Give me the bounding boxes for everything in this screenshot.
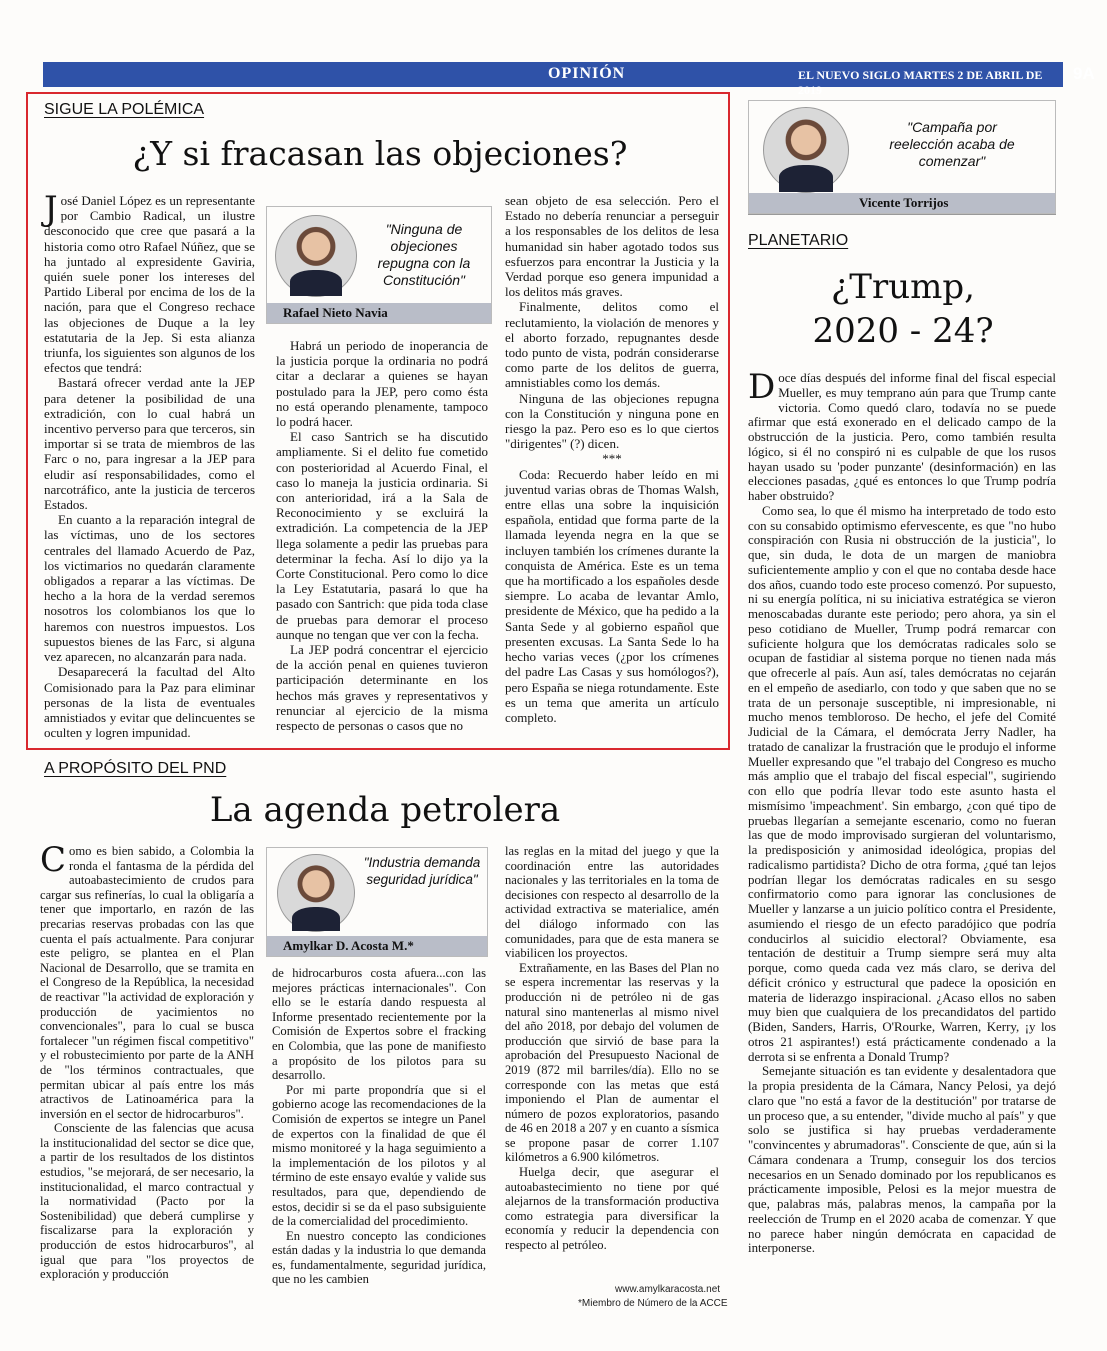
article1-kicker: SIGUE LA POLÉMICA	[44, 101, 205, 118]
dropcap: J	[44, 189, 58, 229]
author-website: www.amylkaracosta.net	[615, 1284, 721, 1295]
pull-quote: "Campaña por reelección acaba de comenzar"	[889, 119, 1015, 169]
author-name: Vicente Torrijos	[749, 193, 1055, 213]
article2-column-2: de hidrocarburos costa afuera...con las mejores prácticas internacionales". Con ello se le estaría dando respuesta al Informe presentado recientemente por la Comisión de Expertos sobre el fracking en Colombia, que las pone de manifiesto a propósito de los pilotos para su desarrollo. Por mi parte propondría que si el gobierno acoge las recomendaciones de la Comisión de expertos se integre un Panel de expertos con la finalidad de que él mismo monitoreé y la haga seguimiento a la implementación de los pilotos y al término de este ensayo evalúe y valide sus resultados, para que, dependiendo de estos, decidir si se da el paso subsiguiente de la comercialidad del procedimiento. En nuestro concepto las condiciones están dadas y la industria lo que demanda es, fundamentalmente, seguridad jurídica, que no les cambien	[272, 966, 486, 1287]
author-photo	[275, 215, 357, 297]
article3-kicker: PLANETARIO	[748, 232, 849, 249]
page-header	[43, 62, 1095, 97]
section-title: OPINIÓN	[548, 65, 626, 82]
author-box	[266, 206, 492, 324]
author-photo	[277, 854, 355, 932]
publication-date: EL NUEVO SIGLO MARTES 2 DE ABRIL DE 2019	[798, 68, 1043, 97]
article2-kicker: A PROPÓSITO DEL PND	[44, 760, 227, 777]
article1-column-1: José Daniel López es un representante por Cambio Radical, un ilustre desconocido que cree que pasará a la historia como otro Rafael Núñez, que se ha juntado al expresidente Gaviria, quién suele poner los intereses del Partido Liberal por encima de los de la nación, para que el Congreso rechace las objeciones de Duque a la ley estatutaria de la Jep. Si esta alianza triunfa, los siguientes son algunos de los efectos que tendrá: Bastará ofrecer verdad ante la JEP para detener la posibilidad de una extradición, con lo cual habrá un incentivo perverso para que terceros, sin importar si se trata de miembros de las Farc o no, para ingresar a la JEP para eludir así responsabilidades, como el narcotráfico, ante la justicia de terceros Estados. En cuanto a la reparación integral de las víctimas, uno de los sectores centrales del llamado Acuerdo de Paz, los victimarios no quedarán claramente obligados a reparar a las víctimas. De hecho a la hora de la verdad seremos nosotros los colombianos los que lo haremos con nuestros impuestos. Los supuestos bienes de las Farc, si alguna vez aparecen, no alcanzarán para nada. Desaparecerá la facultad del Alto Comisionado para la Paz para eliminar personas de la lista de eventuales amnistiados y evitar que delincuentes se oculten y logren impunidad.	[44, 189, 255, 741]
author-footnote: *Miembro de Número de la ACCE	[578, 1298, 728, 1309]
article1-column-2: Habrá un periodo de inoperancia de la justicia porque la ordinaria no podrá citar a declarar a quienes se hayan postulado para la JEP, pero como ésta no está operando plenamente, tampoco lo podrá hacer. El caso Santrich se ha discutido ampliamente. Si el delito fue cometido con posterioridad al Acuerdo Final, el caso lo maneja la justicia ordinaria. Si con anterioridad, irá a la Sala de Reconocimiento y se excluirá la extradición. La competencia de la JEP llega solamente a pedir las pruebas para determinar la fecha. Así lo dijo ya la Corte Constitucional. Pero como lo dice la Ley Estatutaria, pasará lo que ha pasado con Santrich: que pida toda clase de pruebas para demorar el proceso aunque no tengan que ver con la fecha. La JEP podrá concentrar el ejercicio de la acción penal en quienes tuvieron participación determinante en los hechos más graves y representativos y renunciar al ejercicio de la misma respecto de personas o casos que no	[276, 338, 488, 734]
article2-headline: La agenda petrolera	[209, 790, 561, 830]
author-name: Amylkar D. Acosta M.*	[267, 936, 487, 956]
author-box	[266, 847, 488, 957]
dropcap: D	[748, 367, 776, 407]
author-photo	[763, 107, 849, 193]
author-box	[748, 100, 1056, 214]
article2-column-1: Como es bien sabido, a Colombia la ronda el fantasma de la pérdida del autoabastecimiento de crudos para cargar sus refinerías, lo cual la obligaría a tener que importarlo, en razón de las precarias reservas probadas con las que cuenta el país actualmente. Para conjurar este peligro, se plantea en el Plan Nacional de Desarrollo, que se tramita en el Congreso de la República, la necesidad de reactivar "la actividad de exploración y producción de yacimientos no convencionales", para lo cual se busca fortalecer "un régimen fiscal competitivo" y el robustecimiento por parte de la ANH de "los términos contractuales, que permitan ubicar al país entre los más atractivos de Latinoamérica para la inversión en el sector de hidrocarburos". Consciente de las falencias que acusa la institucionalidad del sector se dice que, a partir de los resultados de los distintos estudios, "se mejorará, de ser necesario, la institucionalidad, el marco contractual y la normatividad (Pacto por la Sostenibilidad) que deberá cumplirse y fiscalizarse para la exploración y producción de estos hidrocarburos", al igual que para "los proyectos de exploración y producción	[40, 840, 254, 1282]
author-name: Rafael Nieto Navia	[267, 303, 491, 323]
article1-column-3: sean objeto de esa selección. Pero el Estado no debería renunciar a perseguir a los responsables de los delitos de lesa humanidad sin haber agotado todos sus esfuerzos para encontrar la Justicia y la Verdad porque eso genera impunidad a los delitos más graves. Finalmente, delitos como el reclutamiento, la violación de menores y el aborto forzado, repugnantes desde todo punto de vista, podrán considerarse como parte de los delitos de guerra, amnistiables como los demás. Ninguna de las objeciones repugna con la Constitución y ninguna pone en riesgo la paz. Pero eso es lo que ciertos "dirigentes" (?) dicen. *** Coda: Recuerdo haber leído en mi juventud varias obras de Thomas Walsh, entre ellas una sobre la inquisición española, entidad que forma parte de la llamada leyenda negra en la que se incluyen también los crímenes durante la conquista de América. Este es un tema que ha mortificado a los españoles desde siempre. Lo acaba de levantar Amlo, presidente de México, que ha pedido a la Santa Sede y al gobierno español que presenten excusas. La Santa Sede lo ha hecho varias veces (¿por los crímenes del padre Las Casas y sus homólogos?), pero España se niega rotundamente. Este es un tema que amerita un artículo completo.	[505, 193, 719, 725]
divider	[748, 214, 1056, 215]
article3-headline: ¿Trump, 2020 - 24?	[812, 267, 994, 351]
article1-headline: ¿Y si fracasan las objeciones?	[132, 134, 628, 173]
article3-body: Doce días después del informe final del fiscal especial Mueller, es muy temprano aún para que Trump cante victoria. Como quedó claro, todavía no se puede afirmar que está exonerado en el delicado campo de la obstrucción de la justicia. Pero, como también resulta lógico, si él no conspiró ni es culpable de que los rusos hayan usado su 'poder punzante' (desinformación) en las elecciones pasadas, ¿qué es entonces lo que Trump podría haber obstruido? Como sea, lo que él mismo ha interpretado de todo esto con su consabido optimismo efervescente, es que "no hubo conspiración con Rusia ni obstrucción de la justicia", lo que, sin duda, le dota de un margen de maniobra suficientemente amplio y con el que no contaba desde hace dos años, cuando todo este proceso comenzó. Por supuesto, ni su energía política, ni su iniciativa estratégica se vieron menoscabadas durante este periodo; pero ahora, ya sin el peso cotidiano de Mueller, Trump podrá remarcar con suficiente holgura que los demócratas radicales solo se ocupan de fastidiar al sistema porque no tienen nada más que ofrecerle al país. Aun así, tales demócratas no cejarán en el empeño de asediarlo, con todo y que saben que no se trata de un personaje susceptible, ni impresionable, ni mucho menos tembloroso. De hecho, el jefe del Comité Judicial de la Cámara, el demócrata Jerry Nadler, ha tratado de canalizar la frustración que le produjo el informe Mueller expresando que "el trabajo del Congreso es mucho más amplio que el trabajo del fiscal especial", sugiriendo con ello que podría llevar todo este asunto hasta el mismísimo 'impeachment'. Sin embargo, ¿con qué tipo de pruebas llegarían a semejante escenario, como no fueran las que de modo improvisado surgieran del voluntarismo, la predisposición y animosidad ideológica, propias del radicalismo partidista? Dicho de otra forma, ¿qué tan lejos podrían llegar los demócratas radicales en su sesgo confirmatorio como para ignorar las conclusiones de Mueller y lanzarse a un juicio político contra el Presidente, asumiendo el riesgo de un efecto paradójico que podría conducirlos al suicidio electoral? Obviamente, esa tentación de destituir a Trump siempre será muy alta porque, como queda cada vez más claro, se deriva del déficit crónico y estructural que padece la oposición en materia de liderazgo inspiracional. ¿Acaso ellos no saben muy bien que cualquiera de los precandidatos del partido (Biden, Sanders, Harris, O'Rourke, Warren, Kerry, ¡y los otros 21 aspirantes!) está prácticamente condenado a la derrota si se enfrenta a Donald Trump? Semejante situación es tan evidente y desalentadora que la propia presidenta de la Cámara, Nancy Pelosi, ya dejó claro que "no está a favor de la destitución" por tratarse de un proceso que, a su entender, "divide mucho al país" y que solo se justifica si hay pruebas verdaderamente "convincentes y abrumadoras". Consciente de que, aún si la Cámara condenara a Trump, conseguir los dos tercios necesarios en un Senado dominado por los republicanos es prácticamente imposible, Pelosi es la mejor muestra de que, palabras más, palabras menos, la campaña por la reelección de Trump en el 2020 acaba de comenzar. Y que no parece haber ningún demócrata en capacidad de interponerse.	[748, 367, 1056, 1256]
dropcap: C	[40, 840, 67, 880]
page-number: 9A	[1073, 64, 1095, 83]
pull-quote: "Industria demanda seguridad jurídica"	[363, 855, 481, 887]
article2-column-3: las reglas en la mitad del juego y que la coordinación entre las autoridades nacionales y las territoriales en la toma de decisiones con respecto al desarrollo de la actividad extractiva se materialice, amén del diálogo informado con las comunidades, para que de esta manera se viabilicen los proyectos. Extrañamente, en las Bases del Plan no se espera incrementar las reservas y la producción ni de petróleo ni de gas natural sino mantenerlas al mismo nivel del año 2018, por debajo del volumen de producción que sirvió de base para la aprobación del Presupuesto Nacional de 2019 (872 mil barriles/día). Ello no se corresponde con las metas que está imponiendo el Plan de aumentar el número de pozos exploratorios, pasando de 46 en 2018 a 207 y en cuanto a sísmica se propone pasar de correr 1.107 kilómetros a 6.900 kilómetros. Huelga decir, que asegurar el autoabastecimiento no tiene por qué alejarnos de la transformación productiva como estrategia para diversificar la economía y reducir la dependencia con respecto al petróleo.	[505, 844, 719, 1253]
pull-quote: "Ninguna de objeciones repugna con la Constitución"	[377, 221, 471, 288]
